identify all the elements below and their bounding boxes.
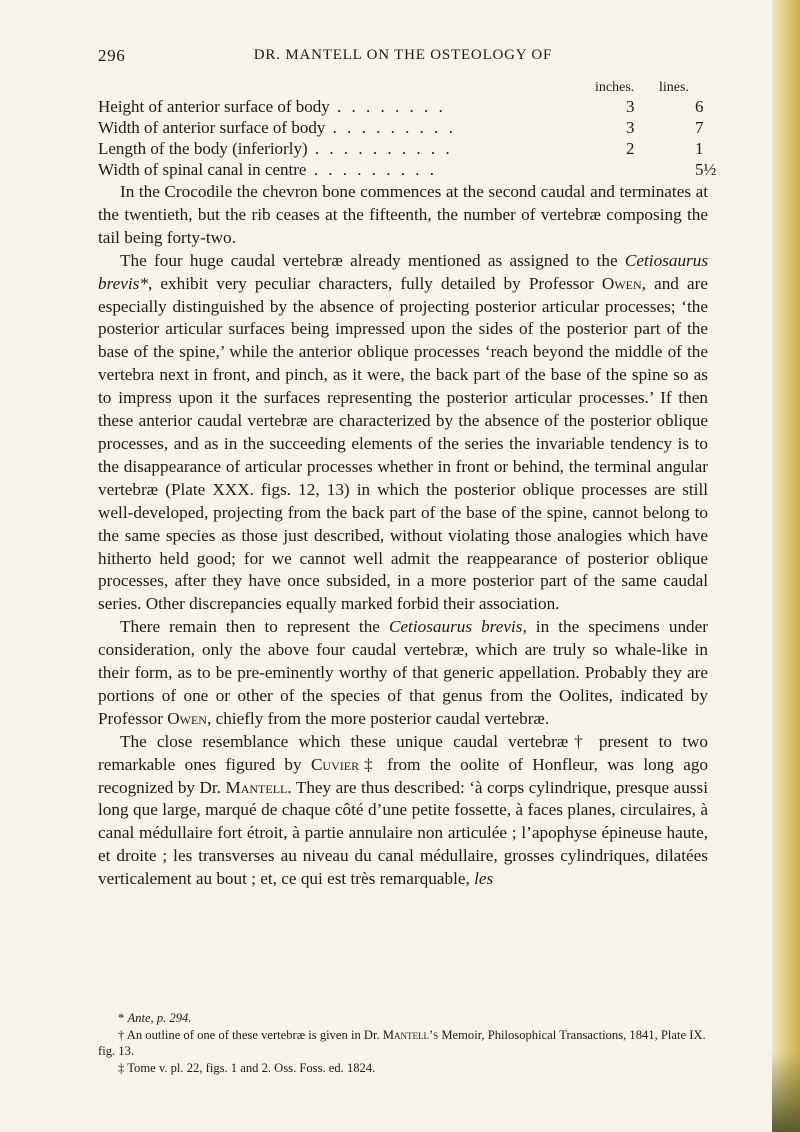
measurement-lines: 5½ bbox=[695, 160, 717, 179]
author-name: Cuvier bbox=[310, 754, 360, 774]
footnotes bbox=[98, 1010, 708, 1076]
dot-leader: . . . . . . . . . . bbox=[307, 139, 453, 158]
footnote-ref: ‡ bbox=[359, 754, 378, 774]
measurement-label: Length of the body (inferiorly) bbox=[98, 139, 308, 158]
footnote: † An outline of one of these vertebræ is given in Dr. Mantell’s Memoir, Philosophical Transactions, 1841, Plate IX. fig. 13. bbox=[98, 1027, 706, 1058]
page-edge-shadow bbox=[772, 0, 800, 1132]
paragraph-caudal-vertebrae: The four huge caudal vertebræ already mentioned as assigned to the Cetiosaurus brevis*, exhibit very peculiar characters, fully detailed by Professor Owen, and are especially distinguished by the absence of projecting posterior articular processes; ‘the posterior articular surfaces being impressed upon the sides of the posterior part of the base of the spine,’ while the anterior oblique processes ‘reach beyond the middle of the vertebra next in front, and pinch, as it were, the back part of the base of the spine so as to impress upon it the surfaces representing the posterior articular processes.’ If then these anterior caudal vertebræ are characterized by the absence of the posterior oblique processes, and as in the succeeding elements of the series the invariable tendency is to the disappearance of articular processes whether in front or behind, the terminal angular vertebræ (Plate XXX. figs. 12, 13) in which the posterior oblique processes are still well-developed, projecting from the back part of the base of the spine, cannot belong to the same species as those just described, without violating those analogies which have hitherto held good; for we cannot well admit the reappearance of posterior oblique processes, after they have once subsided, in a more posterior part of the same caudal series. Other discrepancies equally marked forbid their association. bbox=[98, 250, 709, 614]
body-text bbox=[98, 181, 708, 891]
dot-leader: . . . . . . . . bbox=[329, 97, 446, 116]
measurement-lines: 1 bbox=[695, 139, 704, 158]
measurement-row bbox=[98, 117, 708, 138]
footnote: ‡ Tome v. pl. 22, figs. 1 and 2. Oss. Foss. ed. 1824. bbox=[118, 1060, 376, 1075]
italic-word: les bbox=[474, 869, 494, 889]
dot-leader: . . . . . . . . . bbox=[325, 118, 456, 137]
footnote-ref: * bbox=[139, 273, 148, 293]
measurement-lines: 6 bbox=[695, 97, 704, 116]
paragraph-crocodile: In the Crocodile the chevron bone commences at the second caudal and terminates at the twentieth, but the rib ceases at the fifteenth, the number of vertebræ composing the tail being forty-two. bbox=[98, 182, 708, 247]
taxon-name: Cetiosaurus brevis bbox=[98, 250, 709, 293]
paragraph-honfleur: The close resemblance which these unique caudal vertebræ† present to two remarkable ones figured by Cuvier‡ from the oolite of Honfleur, was long ago recognized by Dr. Mantell. They are thus described: ‘à corps cylindrique, presque aussi long que large, marqué de chaque côté d’une petite fossette, à faces planes, circulaires, à canal médullaire fort étroit, à partie annulaire non articulée ; l’apophyse épineuse haute, et droite ; les transverses au niveau du canal médullaire, grosses cylindriques, dilatées verticalement au bout ; et, ce qui est très remarquable, les bbox=[98, 731, 709, 889]
measurement-inches: 3 bbox=[626, 118, 635, 137]
page-corner-shadow bbox=[772, 1052, 800, 1132]
running-head: DR. MANTELL ON THE OSTEOLOGY OF bbox=[253, 47, 553, 63]
measurement-row bbox=[98, 159, 717, 180]
measurement-label: Width of anterior surface of body bbox=[98, 118, 326, 137]
measurement-row bbox=[98, 138, 708, 159]
measurement-table bbox=[98, 96, 717, 180]
taxon-name: Cetiosaurus brevis bbox=[388, 617, 523, 637]
measurement-inches: 3 bbox=[626, 97, 635, 116]
column-header-lines: lines. bbox=[659, 80, 689, 95]
author-name: Mantell bbox=[225, 777, 288, 797]
column-header-inches: inches. bbox=[595, 80, 635, 95]
measurement-inches: 2 bbox=[626, 139, 635, 158]
page-number: 296 bbox=[98, 46, 126, 65]
dot-leader: . . . . . . . . . bbox=[306, 160, 437, 179]
author-name: Owen bbox=[601, 273, 642, 293]
measurement-lines: 7 bbox=[695, 118, 704, 137]
measurement-label: Height of anterior surface of body bbox=[98, 97, 330, 116]
page-header bbox=[98, 46, 708, 68]
footnote-ref: † bbox=[568, 731, 589, 751]
footnote: * Ante, p. 294. bbox=[118, 1011, 192, 1025]
author-name: Owen bbox=[167, 708, 207, 728]
paragraph-cetiosaurus: There remain then to represent the Cetiosaurus brevis, in the specimens under consideration, only the above four caudal vertebræ, which are truly so whale-like in their form, as to be pre-eminently worthy of that generic appellation. Probably they are portions of one or other of the species of that genus from the Oolites, indicated by Professor Owen, chiefly from the more posterior caudal vertebræ. bbox=[98, 617, 709, 728]
measurement-label: Width of spinal canal in centre bbox=[98, 160, 307, 179]
measurement-row bbox=[98, 96, 708, 117]
